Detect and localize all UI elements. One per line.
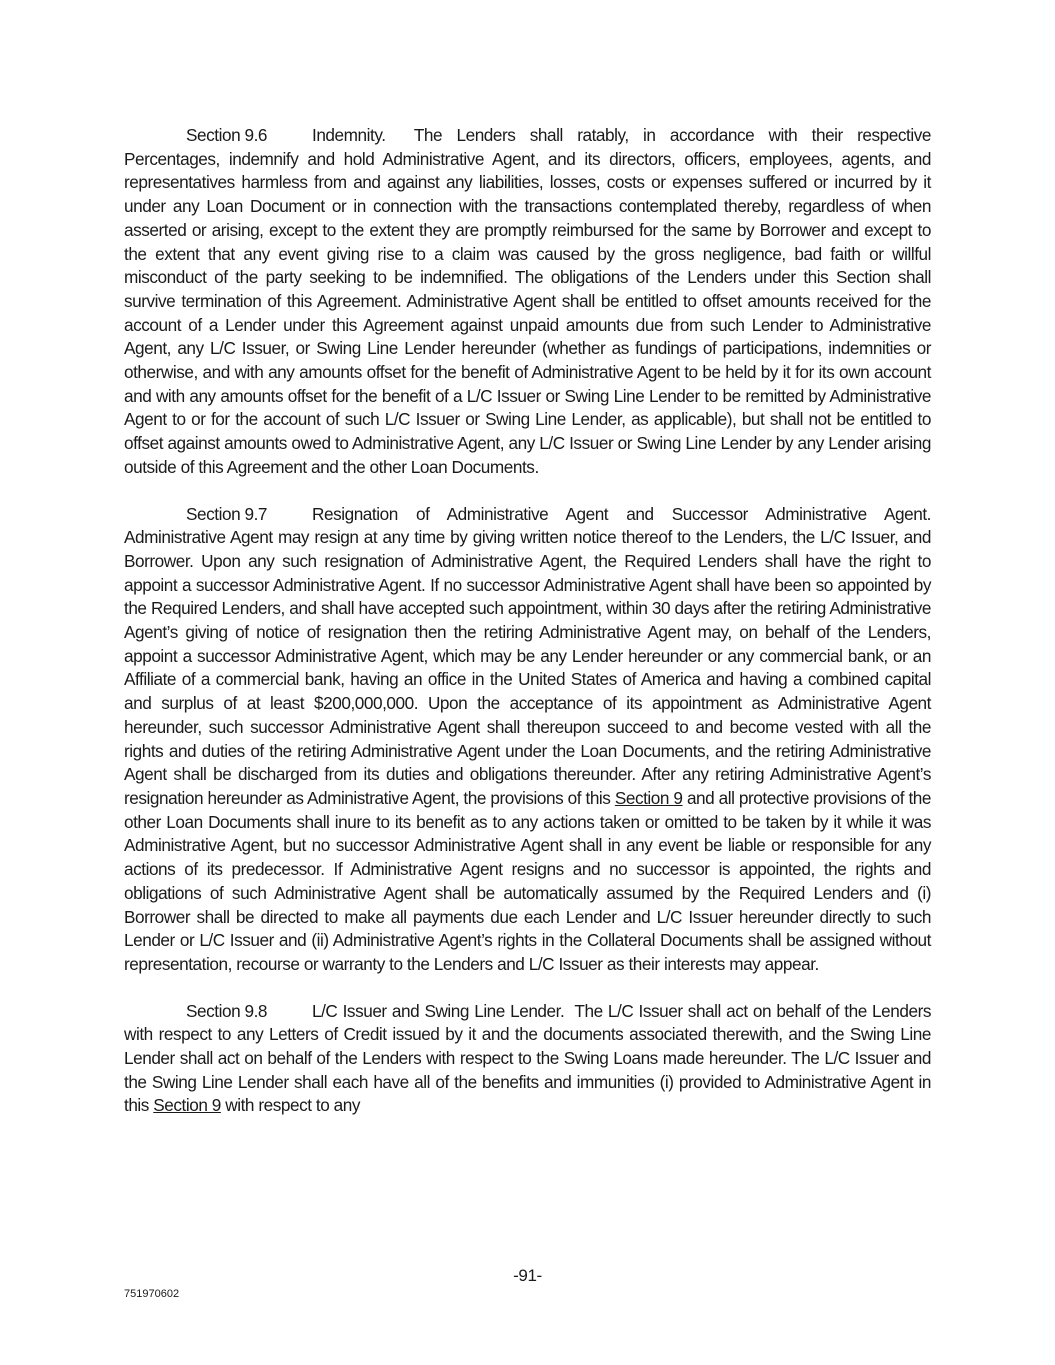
section-text-continued: with respect to any (225, 1095, 360, 1116)
section-9-8 (124, 1000, 931, 1119)
section-text: The Lenders shall ratably, in accordance with their respective Percentages, indemnify and hold Administrative Agent, and its directors, officers, employees, agents, and representatives harmless from and against any liabilities, losses, costs or expenses suffered or incurred by it under any Loan Document or in connection with the transactions contemplated thereby, regardless of when asserted or arising, except to the extent they are promptly reimbursed for the same by Borrower and except to the extent that any event giving rise to a claim was caused by the gross negligence, bad faith or willful misconduct of the party seeking to be indemnified. The obligations of the Lenders under this Section shall survive termination of this Agreement. Administrative Agent shall be entitled to offset amounts received for the account of a Lender under this Agreement against unpaid amounts due from such Lender to Administrative Agent, any L/C Issuer, or Swing Line Lender hereunder (whether as fundings of participations, indemnities or otherwise, and with any amounts offset for the benefit of Administrative Agent to be held by it for its own account and with any amounts offset for the benefit of a L/C Issuer or Swing Line Lender to be remitted by Administrative Agent to or for the account of such L/C Issuer or Swing Line Lender, as applicable), but shall not be entitled to offset against amounts owed to Administrative Agent, any L/C Issuer or Swing Line Lender by any Lender arising outside of this Agreement and the other Loan Documents. (124, 125, 931, 477)
section-text-continued: and all protective provisions of the other Loan Documents shall inure to its benefit as to any actions taken or omitted to be taken by it while it was Administrative Agent, but no successor Administrative Agent shall in any event be liable or responsible for any actions of its predecessor. If Administrative Agent resigns and no successor is appointed, the rights and obligations of such Administrative Agent shall be automatically assumed by the Required Lenders and (i) Borrower shall be directed to make all payments due each Lender and L/C Issuer hereunder directly to such Lender or L/C Issuer and (ii) Administrative Agent’s rights in the Collateral Documents shall be assigned without representation, recourse or warranty to the Lenders and L/C Issuer as their interests may appear. (124, 787, 932, 974)
section-text: Administrative Agent may resign at any time by giving written notice thereof to the Lenders, the L/C Issuer, and Borrower. Upon any such resignation of Administrative Agent, the Required Lenders shall have the right to appoint a successor Administrative Agent. If no successor Administrative Agent shall have been so appointed by the Required Lenders, and shall have accepted such appointment, within 30 days after the retiring Administrative Agent’s giving of notice of resignation then the retiring Administrative Agent may, on behalf of the Lenders, appoint a successor Administrative Agent, which may be any Lender hereunder or any commercial bank, or an Affiliate of a commercial bank, having an office in the United States of America and having a combined capital and surplus of at least $200,000,000. Upon the acceptance of its appointment as Administrative Agent hereunder, such successor Administrative Agent shall thereupon succeed to and become vested with all the rights and duties of the retiring Administrative Agent under the Loan Documents, and the retiring Administrative Agent shall be discharged from its duties and obligations thereunder. After any retiring Administrative Agent’s resignation hereunder as Administrative Agent, the provisions of this (124, 527, 931, 808)
section-heading: L/C Issuer and Swing Line Lender. (312, 1000, 565, 1021)
section-number: Section 9.8 (186, 1000, 268, 1021)
section-number: Section 9.6 (186, 125, 268, 145)
section-reference: Section 9 (614, 787, 683, 808)
section-heading: Resignation of Administrative Agent and Successor Administrative Agent. (312, 503, 931, 524)
page-number: -91- (513, 1266, 542, 1285)
section-heading: Indemnity. (312, 125, 386, 145)
section-text: The L/C Issuer shall act on behalf of the Lenders with respect to any Letters of Credit issued by it and the documents associated therewith, and the Swing Line Lender shall act on behalf of the Lenders with respect to the Swing Loans made hereunder. The L/C Issuer and the Swing Line Lender shall each have all of the benefits and immunities (i) provided to Administrative Agent in this (124, 1000, 931, 1116)
section-reference: Section 9 (153, 1095, 221, 1116)
section-number: Section 9.7 (186, 503, 268, 524)
document-id: 751970602 (124, 1288, 180, 1300)
section-9-6 (124, 124, 931, 480)
section-9-7 (124, 503, 931, 977)
document-body (124, 124, 931, 1141)
